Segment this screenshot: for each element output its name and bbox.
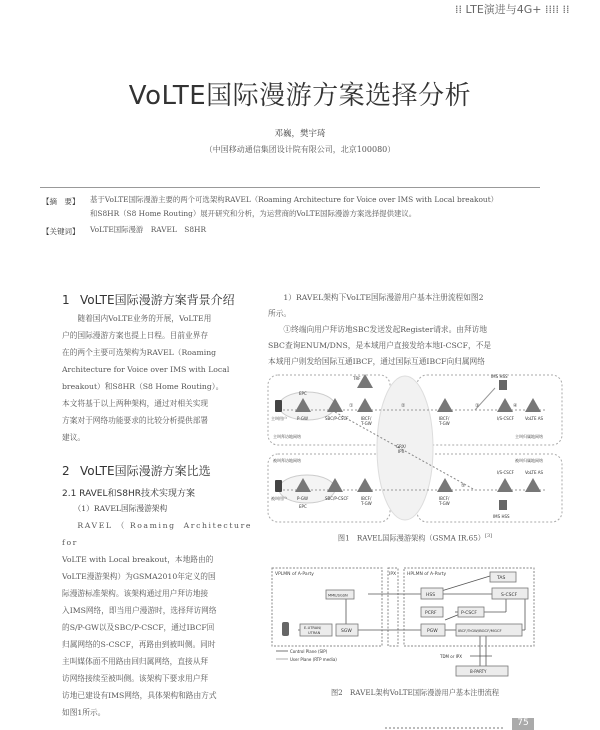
label: 被叫归属地网络 bbox=[515, 458, 543, 463]
label: SBC/P-CSCF bbox=[325, 496, 349, 501]
text-line: 建议。 bbox=[62, 433, 86, 442]
text-line: breakout）和S8HR（S8 Home Routing）。 bbox=[62, 382, 224, 391]
label: VPLMN of A-Party bbox=[275, 572, 314, 577]
affiliation: （中国移动通信集团设计院有限公司，北京100080） bbox=[204, 145, 396, 154]
text-line: 归属网络的S-CSCF，再路由到被叫侧。同时 bbox=[62, 640, 216, 649]
step-marker: ① bbox=[349, 403, 354, 409]
text-line: 入IMS网络，即当用户漫游时，选择拜访网络 bbox=[62, 606, 217, 615]
label: IPX bbox=[398, 449, 405, 454]
keywords-label: 【关键词】 bbox=[42, 227, 80, 236]
phone-icon bbox=[282, 622, 289, 636]
subsubsection-heading bbox=[62, 500, 252, 517]
label: TRF bbox=[353, 376, 361, 381]
text-line: VoLTE漫游架构）为GSMA2010年定义的国 bbox=[62, 572, 216, 581]
ipx-box bbox=[388, 568, 398, 646]
label: IBCF/ bbox=[439, 496, 450, 501]
text-line: 本文将基于以上两种架构，通过对相关实现 bbox=[62, 399, 209, 408]
label: IPX bbox=[389, 572, 397, 577]
label: IBCF/TrGW/BGCF/MGCF bbox=[458, 628, 502, 633]
label: PCRF bbox=[425, 611, 437, 616]
subsubsection-title: （1）RAVEL国际漫游架构 bbox=[73, 504, 168, 513]
label: IBCF/ bbox=[439, 416, 450, 421]
label: MME/SGSN bbox=[328, 593, 348, 598]
node-icon bbox=[357, 398, 373, 412]
label: IMS HSS bbox=[493, 514, 510, 519]
abstract-label: 【摘 要】 bbox=[42, 197, 80, 206]
section-2-heading bbox=[62, 462, 211, 479]
step-marker: ② bbox=[401, 403, 406, 409]
label: E-UTRAN/ bbox=[304, 626, 322, 630]
step-marker: ⑤ bbox=[461, 483, 466, 489]
figure-1-caption bbox=[265, 533, 565, 543]
label: HPLMN of A-Party bbox=[407, 572, 447, 577]
text-line: 本域用户则发给国际互通IBCF，通过国际互通IBCF向归属网络 bbox=[268, 357, 485, 366]
label: PGW bbox=[427, 629, 438, 634]
node-icon bbox=[357, 478, 373, 492]
section-2-body bbox=[62, 517, 252, 721]
label: EPC bbox=[299, 391, 307, 396]
figure-2-diagram bbox=[270, 566, 560, 684]
label: VoLTE AS bbox=[525, 416, 544, 421]
home-network-bottom-panel bbox=[417, 454, 562, 522]
text-line: 主叫媒体面不用路由回归属网络，直接从拜 bbox=[62, 657, 209, 666]
section-1-body bbox=[62, 310, 252, 446]
label: I/S-CSCF bbox=[497, 416, 514, 421]
text-line: 际漫游标准架构。该架构通过用户拜访地接 bbox=[62, 589, 209, 598]
label: T-GW bbox=[361, 421, 372, 426]
label: 主叫拜访地网络 bbox=[273, 434, 301, 439]
subsection-heading: 2.1 RAVEL和S8HR技术实现方案 bbox=[62, 489, 195, 499]
label: P-GW bbox=[297, 496, 308, 501]
keywords-text: VoLTE国际漫游 RAVEL S8HR bbox=[90, 225, 207, 234]
text-line: 的S/P-GW以及SBC/P-CSCF，通过IBCF回 bbox=[62, 623, 215, 632]
label: S-CSCF bbox=[501, 593, 518, 598]
abstract-line: 基于VoLTE国际漫游主要的两个可选架构RAVEL（Roaming Architecture for Voice over IMS with Local breakout） bbox=[90, 195, 499, 204]
database-icon bbox=[499, 380, 507, 390]
label: SGW bbox=[341, 629, 352, 634]
figure-1-diagram bbox=[265, 372, 565, 524]
text-line: 访地已建设有IMS网络，具体架构和路由方式 bbox=[62, 691, 217, 700]
section-1-number: 1 bbox=[62, 293, 70, 307]
node-icon bbox=[497, 478, 513, 492]
label: P-CSCF bbox=[461, 611, 477, 616]
right-column-body bbox=[268, 290, 556, 370]
text-line: 如图1所示。 bbox=[62, 708, 106, 717]
abstract-text bbox=[90, 193, 560, 221]
figure-2-caption: 图2 RAVEL架构VoLTE国际漫游用户基本注册流程 bbox=[330, 688, 500, 697]
node-icon bbox=[525, 478, 541, 492]
label: T-GW bbox=[439, 501, 450, 506]
legend-label: Control Plane (SIP) bbox=[290, 649, 328, 654]
label: P-GW bbox=[297, 416, 308, 421]
label: 主叫归属地网络 bbox=[515, 434, 543, 439]
section-1-title: VoLTE国际漫游方案背景介绍 bbox=[80, 293, 235, 307]
label: 被叫用户 bbox=[271, 496, 287, 501]
label: 主叫用户 bbox=[271, 416, 287, 421]
running-head: ⁞⁞ LTE演进与4G+ ⁞⁞⁞⁞ ⁞⁞ bbox=[455, 3, 570, 16]
figure-1-caption-text: 图1 RAVEL国际漫游架构（GSMA IR.65） bbox=[337, 533, 485, 543]
text-line: Architecture for Voice over IMS with Local bbox=[62, 365, 230, 374]
node-icon bbox=[437, 398, 453, 412]
page-number: 75 bbox=[512, 718, 534, 730]
text-line: 方案对于网络功能要求的比较分析提供部署 bbox=[62, 416, 209, 425]
label: IBCF/ bbox=[361, 496, 372, 501]
step-marker: ④ bbox=[513, 403, 518, 409]
label: IBCF/ bbox=[361, 416, 372, 421]
label: UTRAN bbox=[308, 631, 321, 635]
section-1-heading bbox=[62, 291, 235, 308]
label: TDM or IPX bbox=[440, 654, 462, 659]
label: T-GW bbox=[361, 501, 372, 506]
text-line: 随着国内VoLTE业务的开展，VoLTE用 bbox=[77, 314, 212, 323]
node-icon bbox=[497, 398, 513, 412]
phone-icon bbox=[275, 400, 282, 412]
text-line: 户的国际漫游方案也提上日程。目前业界存 bbox=[62, 331, 209, 340]
label: HSS bbox=[426, 593, 436, 598]
section-2-title: VoLTE国际漫游方案比选 bbox=[80, 464, 211, 478]
label: IMS HSS bbox=[491, 374, 508, 379]
text-line: 1）RAVEL架构下VoLTE国际漫游用户基本注册流程如图2 bbox=[283, 293, 484, 302]
text-line: SBC查询ENUM/DNS，是本域用户直接发给本地I-CSCF，不是 bbox=[268, 341, 492, 350]
text-line: 在的两个主要可选架构为RAVEL（Roaming bbox=[62, 348, 217, 357]
label: I/S-CSCF bbox=[497, 470, 514, 475]
text-line: 所示。 bbox=[268, 309, 292, 318]
article-title: VoLTE国际漫游方案选择分析 bbox=[128, 81, 472, 111]
abstract-rule bbox=[40, 187, 540, 188]
label: GRX/ bbox=[396, 444, 406, 449]
label: B-PARTY bbox=[470, 669, 487, 674]
figure-1-reference: [3] bbox=[485, 533, 493, 539]
legend-label: User Plane (RTP media) bbox=[290, 657, 337, 662]
section-2-number: 2 bbox=[62, 464, 70, 478]
node-icon bbox=[437, 478, 453, 492]
node-icon bbox=[525, 398, 541, 412]
database-icon bbox=[499, 500, 507, 510]
text-line: 访网络接续至被叫侧。该架构下要求用户拜 bbox=[62, 674, 209, 683]
phone-icon bbox=[275, 480, 282, 492]
label: TAS bbox=[497, 576, 506, 581]
label: SBC/P-CSCF bbox=[325, 416, 349, 421]
authors: 邓巍，樊宇琦 bbox=[274, 129, 326, 139]
footer-rule bbox=[385, 727, 503, 729]
text-line: ①终端向用户拜访地SBC发送发起Register请求。由拜访地 bbox=[283, 325, 488, 334]
label: 被叫拜访地网络 bbox=[273, 458, 301, 463]
label: VoLTE AS bbox=[525, 470, 544, 475]
step-marker: ③ bbox=[475, 403, 480, 409]
label: T-GW bbox=[439, 421, 450, 426]
label: EPC bbox=[299, 504, 307, 509]
text-line: VoLTE with Local breakout，本地路由的 bbox=[62, 555, 214, 564]
abstract-line: 和S8HR（S8 Home Routing）展开研究和分析，为运营商的VoLTE国际漫游方案选择提供建议。 bbox=[90, 209, 417, 218]
text-line: RAVEL（Roaming Architecture for bbox=[62, 521, 252, 547]
